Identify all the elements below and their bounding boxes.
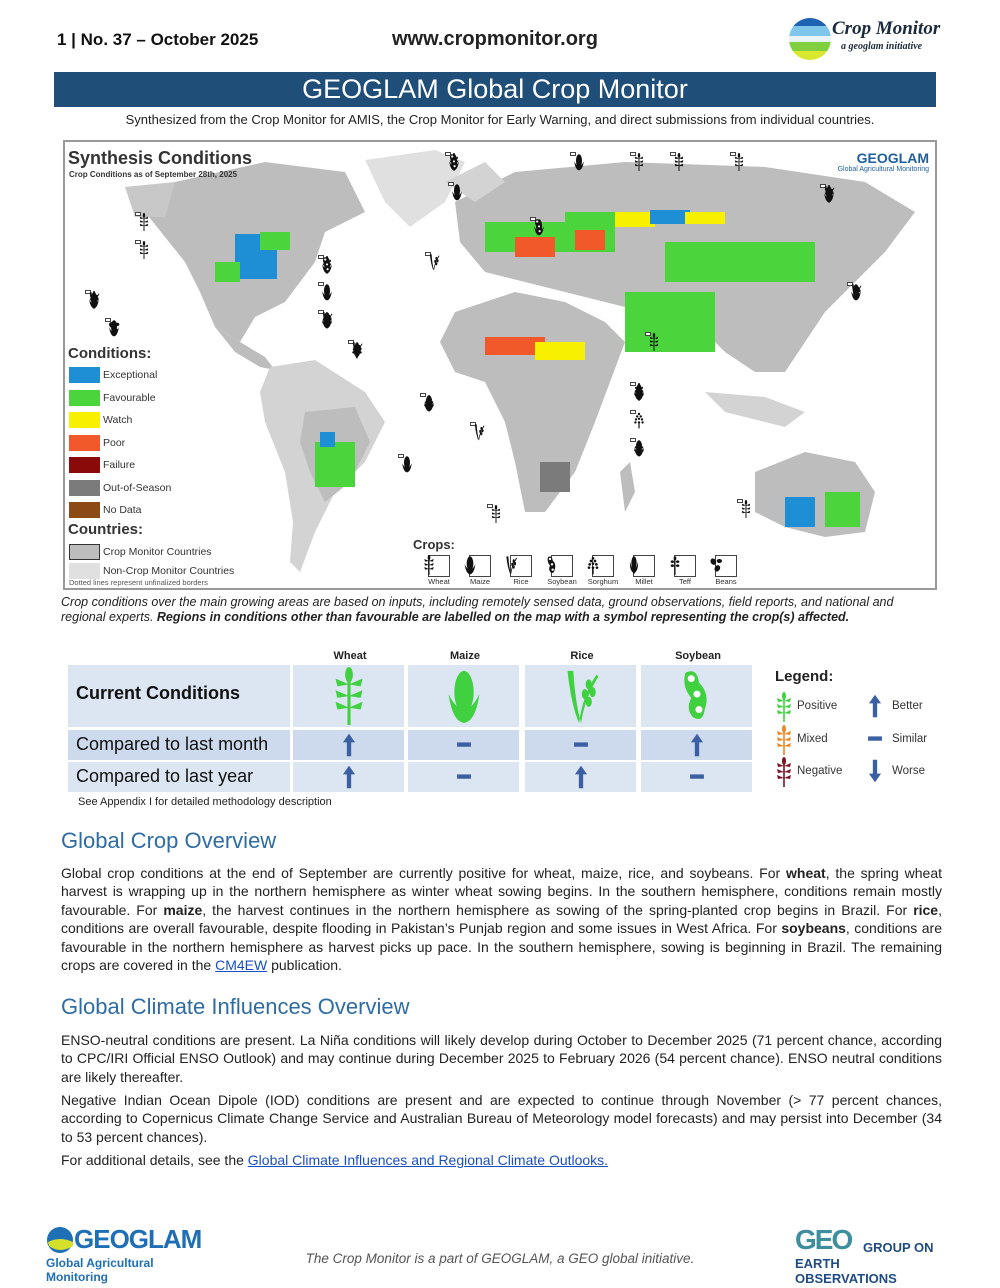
crop-legend-rice: Rice: [501, 555, 541, 586]
maize-icon: [319, 283, 335, 301]
legend-crop-monitor-countries: Crop Monitor Countries: [69, 543, 212, 561]
crop-callout-box: [630, 382, 636, 386]
cell-rice-better: [525, 762, 636, 792]
issue-number: 1 | No. 37 – October 2025: [57, 30, 259, 49]
legend-heading: Legend:: [775, 668, 834, 685]
soybean-icon: [446, 153, 462, 171]
teff-icon: [665, 555, 685, 575]
soybean-icon: [531, 218, 547, 236]
climate-paragraph-details: For additional details, see the Global Climate Influences and Regional Climate Outlooks.: [61, 1152, 609, 1168]
wheat-icon: [631, 153, 647, 171]
dash-icon: [687, 764, 707, 790]
condition-swatch: [69, 367, 100, 383]
wheat-icon: [136, 213, 152, 231]
crop-callout-box: [420, 393, 426, 397]
wheat-icon: [646, 333, 662, 351]
column-header-wheat: Wheat: [333, 650, 367, 662]
rice-icon: [821, 185, 837, 203]
rice-positive-icon: [560, 667, 602, 725]
cell-soybean-positive: [641, 665, 752, 727]
soybean-positive-icon: [676, 667, 718, 725]
condition-swatch: [69, 412, 100, 428]
crop-callout-box: [847, 282, 853, 286]
crop-callout-box: [820, 184, 826, 188]
countries-heading: Countries:: [68, 521, 143, 538]
millet-icon: [624, 555, 644, 575]
row-label-cell: [68, 730, 290, 760]
legend-similar: Similar: [892, 733, 928, 745]
crop-callout-box: [645, 332, 651, 336]
crop-callout-box: [318, 255, 324, 259]
cell-wheat-better: [293, 762, 404, 792]
maize-icon: [460, 555, 480, 575]
cell-maize-similar: [408, 762, 519, 792]
rice-icon: [426, 253, 442, 271]
beans-icon: [106, 319, 122, 337]
crop-callout-box: [730, 152, 736, 156]
crop-callout-box: [570, 152, 576, 156]
crop-legend-teff: Teff: [665, 555, 705, 586]
overview-paragraph: Global crop conditions at the end of September are currently positive for wheat, maize, rice, and soybeans. For wheat, the spring wheat harvest is wrapping up in the northern hemisphere as winter wheat sowing begins. In the southern hemisphere, conditions remain mostly favourable. For maize, the harvest continues in the northern hemisphere as sowing of the spring-planted crop begins in Brazil. For rice, conditions are overall favourable, despite flooding in Pakistan’s Punjab region and some issues in West Africa. For soybeans, conditions are favourable in the northern hemisphere as harvest picks up pace. In the southern hemisphere, sowing is beginning in Brazil. The remaining crops are covered in the CM4EW publication.: [61, 865, 942, 974]
condition-swatch: [69, 390, 100, 406]
sorghum-icon: [631, 439, 647, 457]
row-label: Compared to last year: [76, 766, 254, 786]
legend-mixed: Mixed: [797, 733, 828, 745]
crop-callout-box: [448, 182, 454, 186]
crop-legend-wheat: Wheat: [419, 555, 459, 586]
crop-legend-millet: Millet: [624, 555, 664, 586]
row-label: Current Conditions: [76, 683, 240, 703]
current-conditions-table: [68, 650, 758, 792]
climate-paragraph-enso: ENSO-neutral conditions are present. La Niña conditions will likely develop during October to December 2025 (71 percent chance, according to CPC/IRI Official ENSO Outlook) and may continue during December 2025 to February 2026 (54 percent chance). ENSO neutral conditions are likely thereafter.: [61, 1032, 942, 1085]
wheat-icon: [488, 505, 504, 523]
column-header-maize: Maize: [450, 650, 480, 662]
logo-title: Crop Monitor: [832, 18, 941, 39]
legend-condition-watch: Watch: [69, 411, 132, 429]
crop-callout-box: [445, 152, 451, 156]
arrow-down-icon: [865, 758, 885, 784]
wheat-positive-icon: [328, 667, 370, 725]
millet-icon: [421, 394, 437, 412]
negative-wheat-icon: [774, 757, 794, 787]
dash-icon: [865, 726, 885, 752]
website-url[interactable]: www.cropmonitor.org: [392, 28, 598, 50]
map-title: Synthesis Conditions: [68, 148, 253, 168]
arrow-up-icon: [339, 732, 359, 758]
geo-footer-logo: GEO GROUP ON EARTH OBSERVATIONS: [795, 1224, 934, 1286]
crop-legend-beans: Beans: [706, 555, 746, 586]
cell-maize-similar: [408, 730, 519, 760]
maize-positive-icon: [443, 667, 485, 725]
arrow-up-icon: [865, 693, 885, 719]
legend-condition-poor: Poor: [69, 434, 125, 452]
row-label-cell: [68, 762, 290, 792]
crop-callout-box: [425, 252, 431, 256]
crop-callout-box: [737, 499, 743, 503]
overview-heading: Global Crop Overview: [61, 828, 277, 853]
legend-condition-exceptional: Exceptional: [69, 366, 157, 384]
cell-soybean-similar: [641, 762, 752, 792]
crop-callout-box: [630, 152, 636, 156]
legend-condition-failure: Failure: [69, 456, 135, 474]
crop-callout-box: [630, 438, 636, 442]
cm4ew-link[interactable]: CM4EW: [215, 957, 268, 974]
legend-non-crop-monitor-countries: Non-Crop Monitor Countries: [69, 562, 234, 580]
crop-callout-box: [135, 240, 141, 244]
arrow-up-icon: [687, 732, 707, 758]
legend-negative: Negative: [797, 765, 843, 777]
wheat-icon: [136, 241, 152, 259]
wheat-icon: [731, 153, 747, 171]
legend-worse: Worse: [892, 765, 926, 777]
crop-callout-box: [470, 422, 476, 426]
crop-callout-box: [530, 217, 536, 221]
mixed-wheat-icon: [774, 725, 794, 755]
rice-icon: [471, 423, 487, 441]
legend-condition-favourable: Favourable: [69, 389, 156, 407]
crop-monitor-logo: [788, 14, 943, 64]
crop-callout-box: [398, 454, 404, 458]
crop-callout-box: [135, 212, 141, 216]
dash-icon: [571, 732, 591, 758]
rice-icon: [501, 555, 521, 575]
crops-heading: Crops:: [413, 537, 455, 552]
cell-wheat-better: [293, 730, 404, 760]
condition-swatch: [69, 457, 100, 473]
condition-swatch: [69, 502, 100, 518]
geoglam-map-logo: GEOGLAM: [856, 150, 929, 166]
wheat-icon: [671, 153, 687, 171]
cell-rice-similar: [525, 730, 636, 760]
millet-icon: [349, 341, 365, 359]
arrow-up-icon: [339, 764, 359, 790]
crop-callout-box: [348, 340, 354, 344]
legend-condition-out-of-season: Out-of-Season: [69, 479, 171, 497]
sorghum-icon: [583, 555, 603, 575]
climate-outlooks-link[interactable]: Global Climate Influences and Regional Climate Outlooks.: [247, 1152, 609, 1168]
crop-callout-box: [630, 410, 636, 414]
cell-wheat-positive: [293, 665, 404, 727]
climate-paragraph-iod: Negative Indian Ocean Dipole (IOD) conditions are present and are expected to continue through November (> 77 percent chances, according to Copernicus Climate Change Service and Australian Bureau of Meteorology model forecasts) and may persist into December (34 to 53 percent chances).: [61, 1092, 942, 1145]
page-subtitle: Synthesized from the Crop Monitor for AMIS, the Crop Monitor for Early Warning, and direct submissions from individual countries.: [125, 112, 875, 127]
crop-callout-box: [487, 504, 493, 508]
condition-swatch: [69, 480, 100, 496]
legend-better: Better: [892, 700, 923, 712]
map-subtitle: Crop Conditions as of September 28th, 2025: [69, 170, 238, 179]
arrow-up-icon: [571, 764, 591, 790]
beans-icon: [706, 555, 726, 575]
dotted-lines-note: Dotted lines represent unfinalized borders: [69, 578, 208, 587]
millet-icon: [631, 383, 647, 401]
crop-callout-box: [670, 152, 676, 156]
crop-legend-soybean: Soybean: [542, 555, 582, 586]
footer-text: The Crop Monitor is a part of GEOGLAM, a GEO global initiative.: [305, 1251, 695, 1266]
wheat-icon: [419, 555, 439, 575]
column-header-rice: Rice: [570, 650, 594, 662]
millet-icon: [319, 311, 335, 329]
rice-icon: [848, 283, 864, 301]
legend-condition-no data: No Data: [69, 501, 142, 519]
conditions-legend-box: [772, 668, 942, 788]
crop-callout-box: [85, 290, 91, 294]
dash-icon: [454, 732, 474, 758]
row-label: Compared to last month: [76, 734, 269, 754]
dash-icon: [454, 764, 474, 790]
wheat-icon: [738, 500, 754, 518]
rice-icon: [86, 291, 102, 309]
climate-heading: Global Climate Influences Overview: [61, 994, 410, 1019]
globe-logo-icon: [788, 14, 832, 64]
cell-soybean-better: [641, 730, 752, 760]
soybean-icon: [542, 555, 562, 575]
cell-maize-positive: [408, 665, 519, 727]
crop-callout-box: [105, 318, 111, 322]
appendix-note: See Appendix I for detailed methodology description: [78, 796, 332, 808]
geoglam-globe-icon: [46, 1226, 74, 1254]
legend-positive: Positive: [797, 700, 838, 712]
crop-callout-box: [318, 282, 324, 286]
page-title: GEOGLAM Global Crop Monitor: [54, 72, 936, 107]
positive-wheat-icon: [774, 692, 794, 722]
row-label-cell: [68, 665, 290, 727]
cell-rice-positive: [525, 665, 636, 727]
logo-subtitle: a geoglam initiative: [841, 41, 923, 52]
map-caption: Crop conditions over the main growing areas are based on inputs, including remotely sensed data, ground observations, field reports, and national and regional experts. Regions in conditions other than favourable are labelled on the map with a symbol representing the crop(s) affected.: [61, 595, 894, 624]
maize-icon: [571, 153, 587, 171]
conditions-heading: Conditions:: [68, 345, 152, 362]
crop-legend-maize: Maize: [460, 555, 500, 586]
maize-icon: [399, 455, 415, 473]
column-header-soybean: Soybean: [675, 650, 721, 662]
geoglam-map-logo-sub: Global Agricultural Monitoring: [837, 166, 929, 173]
crop-legend-sorghum: Sorghum: [583, 555, 623, 586]
soybean-icon: [319, 256, 335, 274]
geoglam-footer-logo: GEOGLAM Global Agricultural Monitoring: [46, 1224, 202, 1284]
crop-callout-box: [318, 310, 324, 314]
maize-icon: [449, 183, 465, 201]
synthesis-conditions-map: [63, 140, 937, 590]
sorghum-icon: [631, 411, 647, 429]
condition-swatch: [69, 435, 100, 451]
